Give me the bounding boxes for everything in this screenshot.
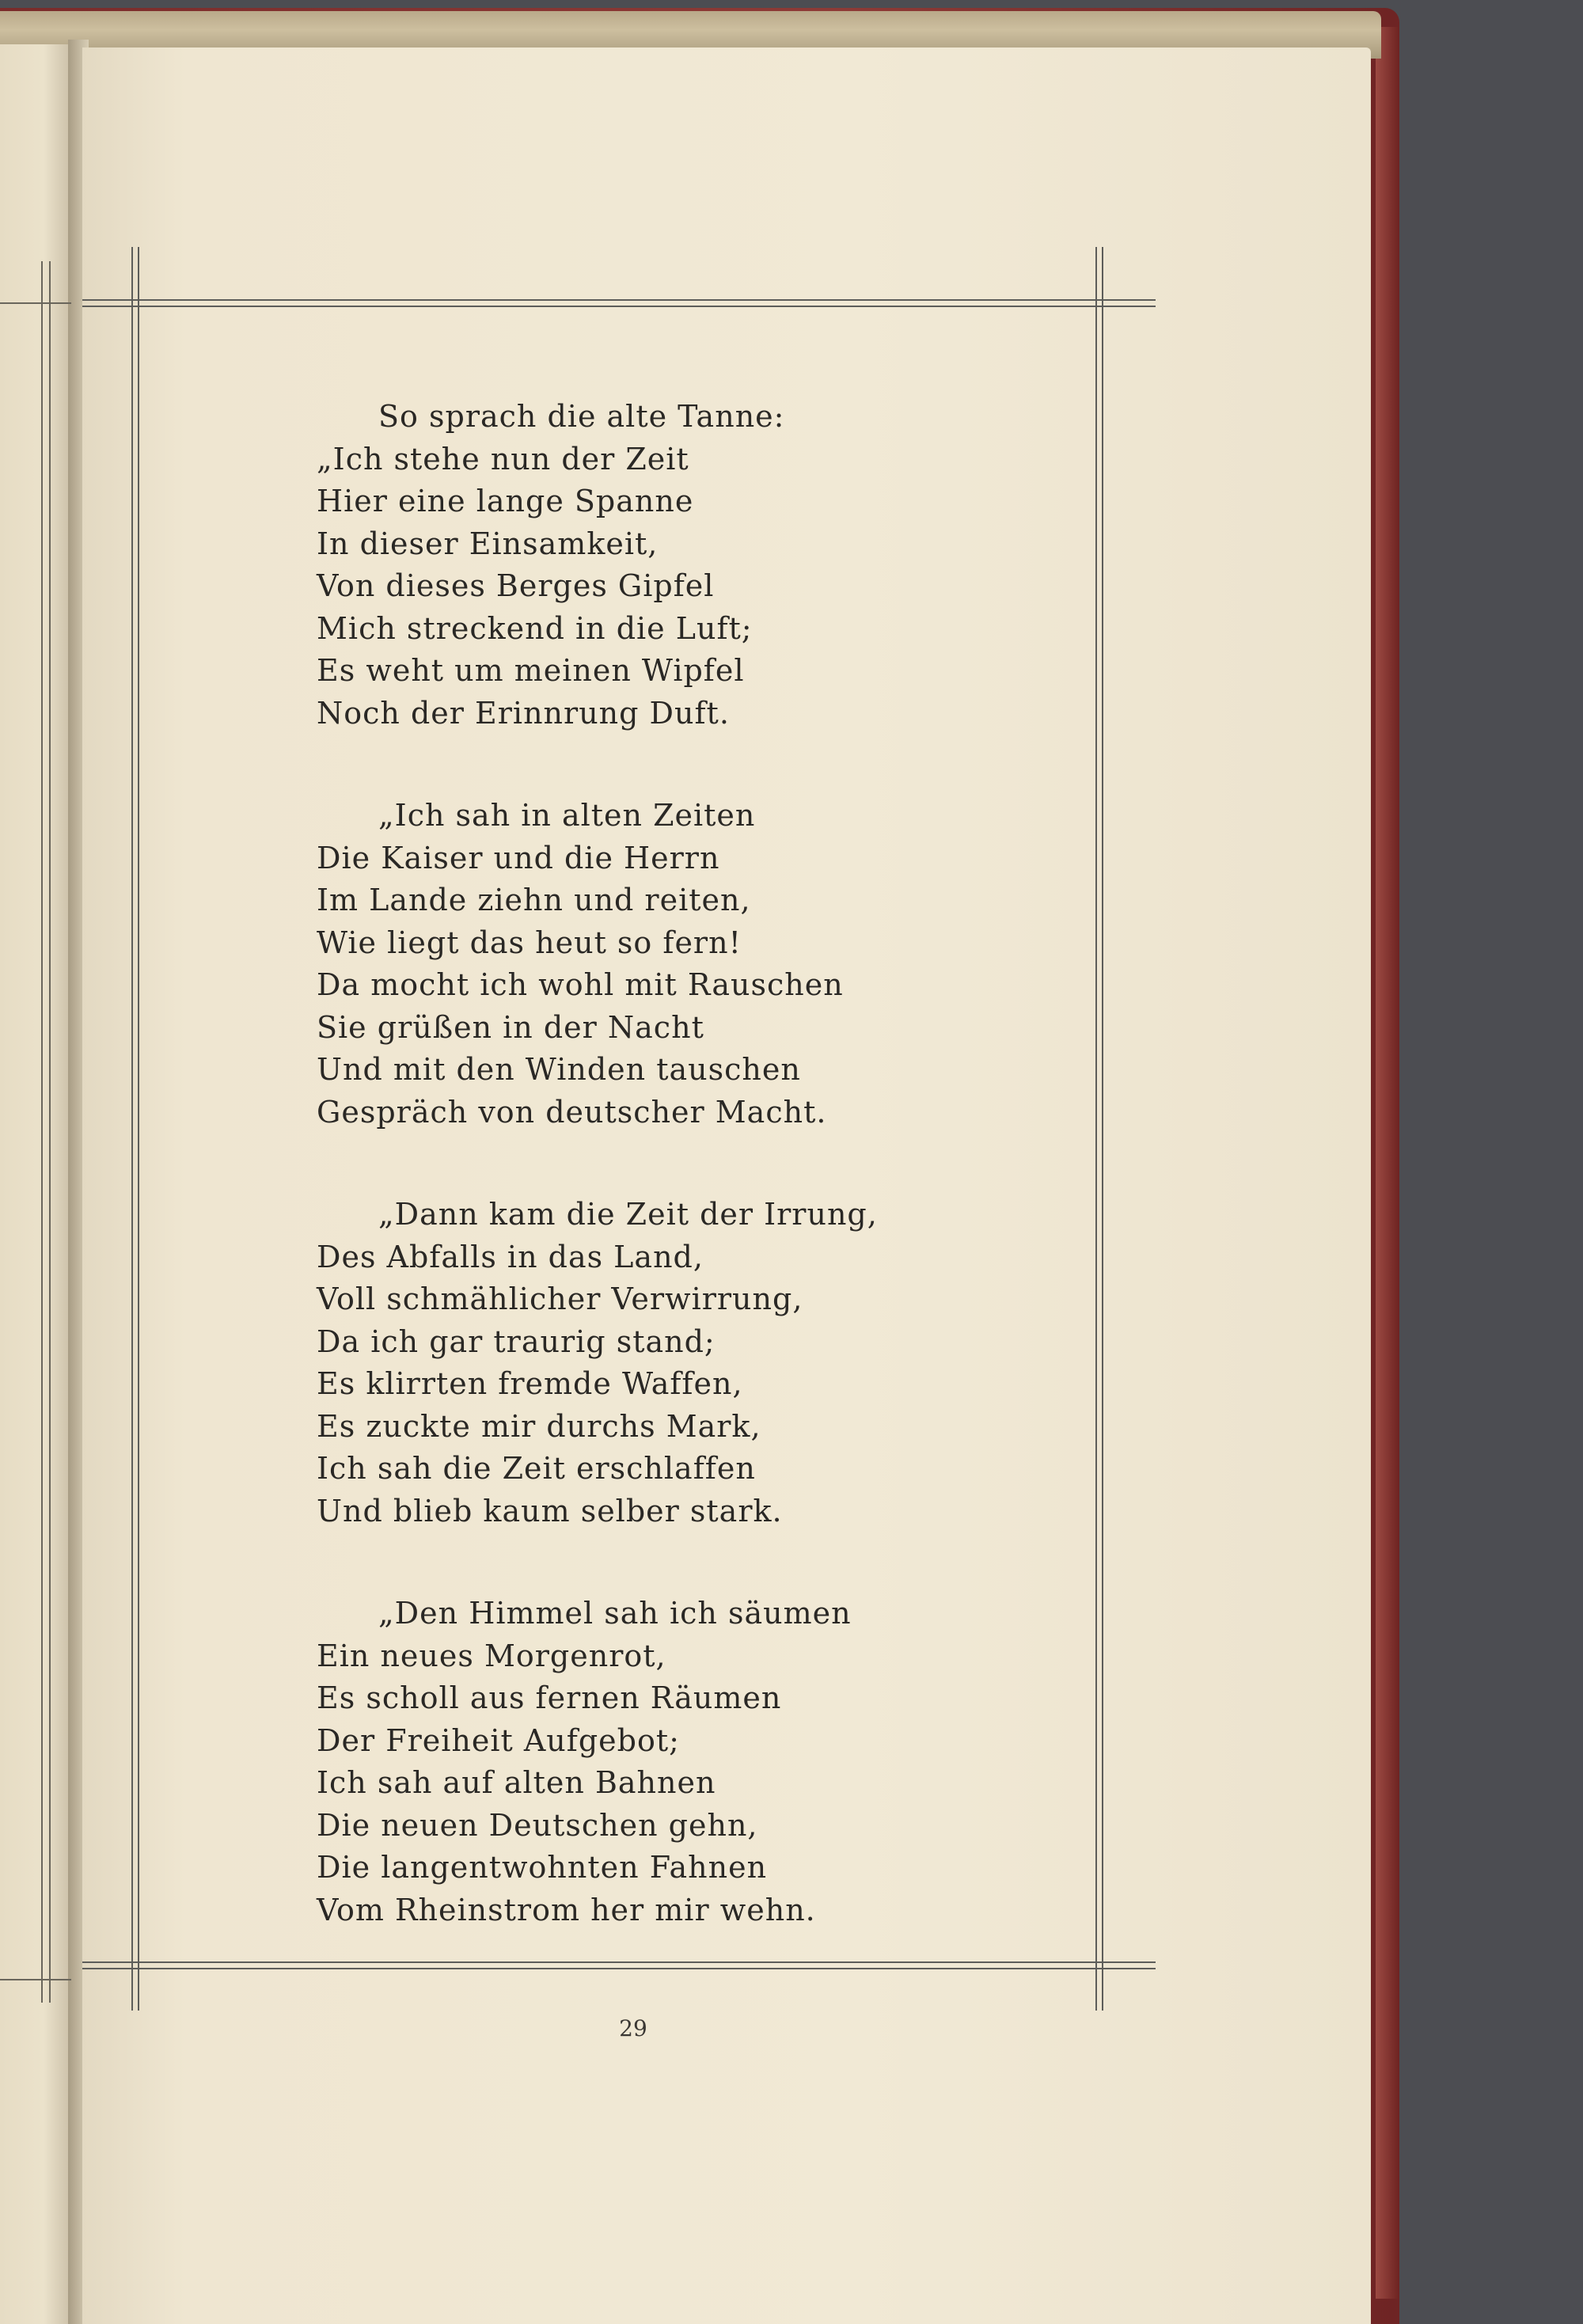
poem-line: Da mocht ich wohl mit Rauschen xyxy=(317,967,844,1002)
left-page-frame-hline xyxy=(0,302,71,304)
poem-line: Der Freiheit Aufgebot; xyxy=(317,1722,680,1758)
left-page-frame-hline xyxy=(0,1979,71,1980)
poem-line: Noch der Erinnrung Duft. xyxy=(317,695,730,731)
poem-line: „Ich stehe nun der Zeit xyxy=(317,441,689,477)
poem-line: Wie liegt das heut so fern! xyxy=(317,925,742,960)
poem-line: Die langentwohnten Fahnen xyxy=(317,1850,768,1885)
frame-left-inner xyxy=(138,247,139,2011)
poem-text xyxy=(317,396,1029,1931)
stanza xyxy=(317,396,1029,735)
frame-left-outer xyxy=(131,247,133,2011)
poem-line: Es weht um meinen Wipfel xyxy=(317,653,745,688)
poem-line: Da ich gar traurig stand; xyxy=(317,1323,716,1359)
poem-line: Von dieses Berges Gipfel xyxy=(317,568,715,603)
poem-line: Die neuen Deutschen gehn, xyxy=(317,1807,758,1843)
frame-bottom-inner xyxy=(82,1968,1156,1969)
poem-line: „Dann kam die Zeit der Irrung, xyxy=(378,1197,878,1232)
poem-line: So sprach die alte Tanne: xyxy=(378,399,785,434)
poem-line: Vom Rheinstrom her mir wehn. xyxy=(317,1892,816,1927)
left-page-sliver xyxy=(0,44,73,2324)
poem-line: Gespräch von deutscher Macht. xyxy=(317,1094,827,1130)
poem-line: Es scholl aus fernen Räumen xyxy=(317,1680,782,1715)
poem-line: Es klirrten fremde Waffen, xyxy=(317,1366,743,1401)
left-page-frame-vline xyxy=(49,261,51,2003)
poem-line: In dieser Einsamkeit, xyxy=(317,526,659,561)
frame-top-inner xyxy=(82,306,1156,307)
stanza xyxy=(317,795,1029,1134)
poem-line: Sie grüßen in der Nacht xyxy=(317,1009,704,1045)
frame-top-outer xyxy=(82,299,1156,301)
poem-line: Die Kaiser und die Herrn xyxy=(317,840,720,875)
poem-line: Und blieb kaum selber stark. xyxy=(317,1493,783,1528)
frame-right-outer xyxy=(1102,247,1103,2011)
poem-line: Es zuckte mir durchs Mark, xyxy=(317,1408,761,1444)
poem-line: Voll schmählicher Verwirrung, xyxy=(317,1282,803,1316)
cover-edge xyxy=(1376,27,1399,2299)
poem-line: Ich sah die Zeit erschlaffen xyxy=(317,1451,756,1486)
poem-line: Des Abfalls in das Land, xyxy=(317,1239,704,1274)
poem-line: Ein neues Morgenrot, xyxy=(317,1638,666,1673)
stanza xyxy=(317,1194,1029,1532)
poem-line: „Ich sah in alten Zeiten xyxy=(378,798,756,833)
poem-line: Im Lande ziehn und reiten, xyxy=(317,883,751,917)
stanza xyxy=(317,1593,1029,1931)
frame-right-inner xyxy=(1095,247,1097,2011)
left-page-frame-vline xyxy=(41,261,43,2003)
poem-line: Hier eine lange Spanne xyxy=(317,484,694,518)
poem-line: Und mit den Winden tauschen xyxy=(317,1052,801,1087)
frame-bottom-outer xyxy=(82,1961,1156,1963)
poem-line: Mich streckend in die Luft; xyxy=(317,610,753,646)
page-number: 29 xyxy=(619,2015,647,2041)
poem-line: Ich sah auf alten Bahnen xyxy=(317,1765,716,1800)
poem-line: „Den Himmel sah ich säumen xyxy=(378,1596,852,1631)
